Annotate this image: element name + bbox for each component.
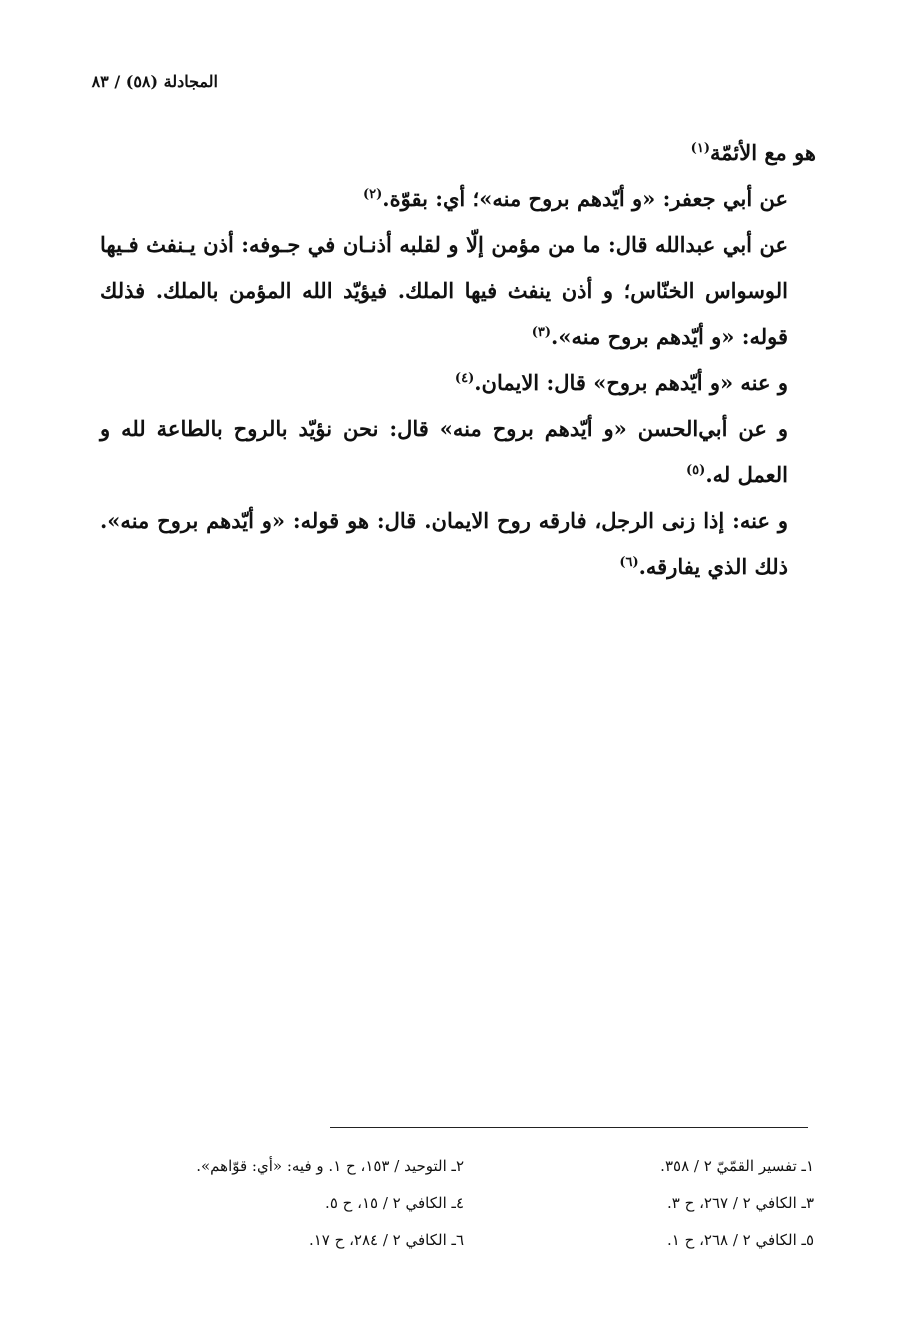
paragraph-text-rest: «و أيّدهم بروح منه» قال: نحن نؤيّد بالروح بالطاعة لله و العمل له.	[100, 416, 788, 487]
footnote-separator	[330, 1127, 808, 1128]
paragraph-6	[100, 498, 816, 590]
paragraph-text: عن أبي عبدالله	[654, 232, 789, 257]
footnote-ref-4[interactable]: (٤)	[454, 371, 475, 386]
running-header	[92, 72, 218, 91]
paragraph-text-rest: : إذا زنى الرجل، فارقه روح الايمان. قال: هو قوله: «و أيّدهم بروح منه». ذلك الذي يفارقه.	[100, 508, 788, 579]
paragraph-text: و عنه	[739, 508, 789, 533]
footnote-row	[114, 1185, 814, 1222]
paragraph-5	[100, 406, 816, 498]
footnote-ref-6[interactable]: (٦)	[619, 555, 639, 570]
footnote-4: ٤ـ الكافي ٢ / ١٥، ح ٥.	[325, 1194, 464, 1212]
paragraph-4	[100, 360, 816, 406]
footnote-5: ٥ـ الكافي ٢ / ٢٦٨، ح ١.	[667, 1231, 814, 1249]
footnote-2: ٢ـ التوحيد / ١٥٣، ح ١. و فيه: «أي: قوّاهم».	[196, 1157, 464, 1175]
footnote-row	[114, 1222, 814, 1259]
footnote-ref-5[interactable]: (٥)	[686, 463, 706, 478]
paragraph-text: و عن أبي‌الحسن	[637, 416, 788, 441]
paragraph-text: عن أبي جعفر: «و أيّدهم بروح منه»؛ أي: بقوّة.	[382, 186, 788, 211]
paragraph-text-rest: قال: ما من مؤمن إلّا و لقلبه أذنـان في جـوفه: أذن يـنفث فـيها الوسواس الخنّاس؛ و أذن ينفث فيها الملك. فيؤيّد الله المؤمن بالملك. فذلك قوله: «و أيّدهم بروح منه».	[100, 232, 788, 349]
paragraph-1	[100, 130, 816, 176]
footnote-6: ٦ـ الكافي ٢ / ٢٨٤، ح ١٧.	[308, 1231, 464, 1249]
footnote-1: ١ـ تفسير القمّيّ ٢ / ٣٥٨.	[660, 1157, 814, 1175]
footnote-ref-2[interactable]: (٢)	[362, 187, 383, 202]
paragraph-3	[100, 222, 816, 360]
paragraph-2	[100, 176, 816, 222]
main-text	[100, 130, 816, 590]
footnote-3: ٣ـ الكافي ٢ / ٢٦٧، ح ٣.	[667, 1194, 814, 1212]
paragraph-text: هو مع الأئمّة	[709, 140, 816, 165]
running-title: المجادلة (٥٨) / ٨٣	[91, 72, 218, 91]
footnote-ref-3[interactable]: (٣)	[531, 325, 552, 340]
paragraph-text-rest: «و أيّدهم بروح» قال: الايمان.	[474, 370, 741, 395]
footnote-row	[114, 1148, 814, 1185]
paragraph-text: و عنه	[740, 370, 788, 395]
footnote-ref-1[interactable]: (١)	[690, 141, 710, 156]
footnotes	[114, 1148, 814, 1259]
